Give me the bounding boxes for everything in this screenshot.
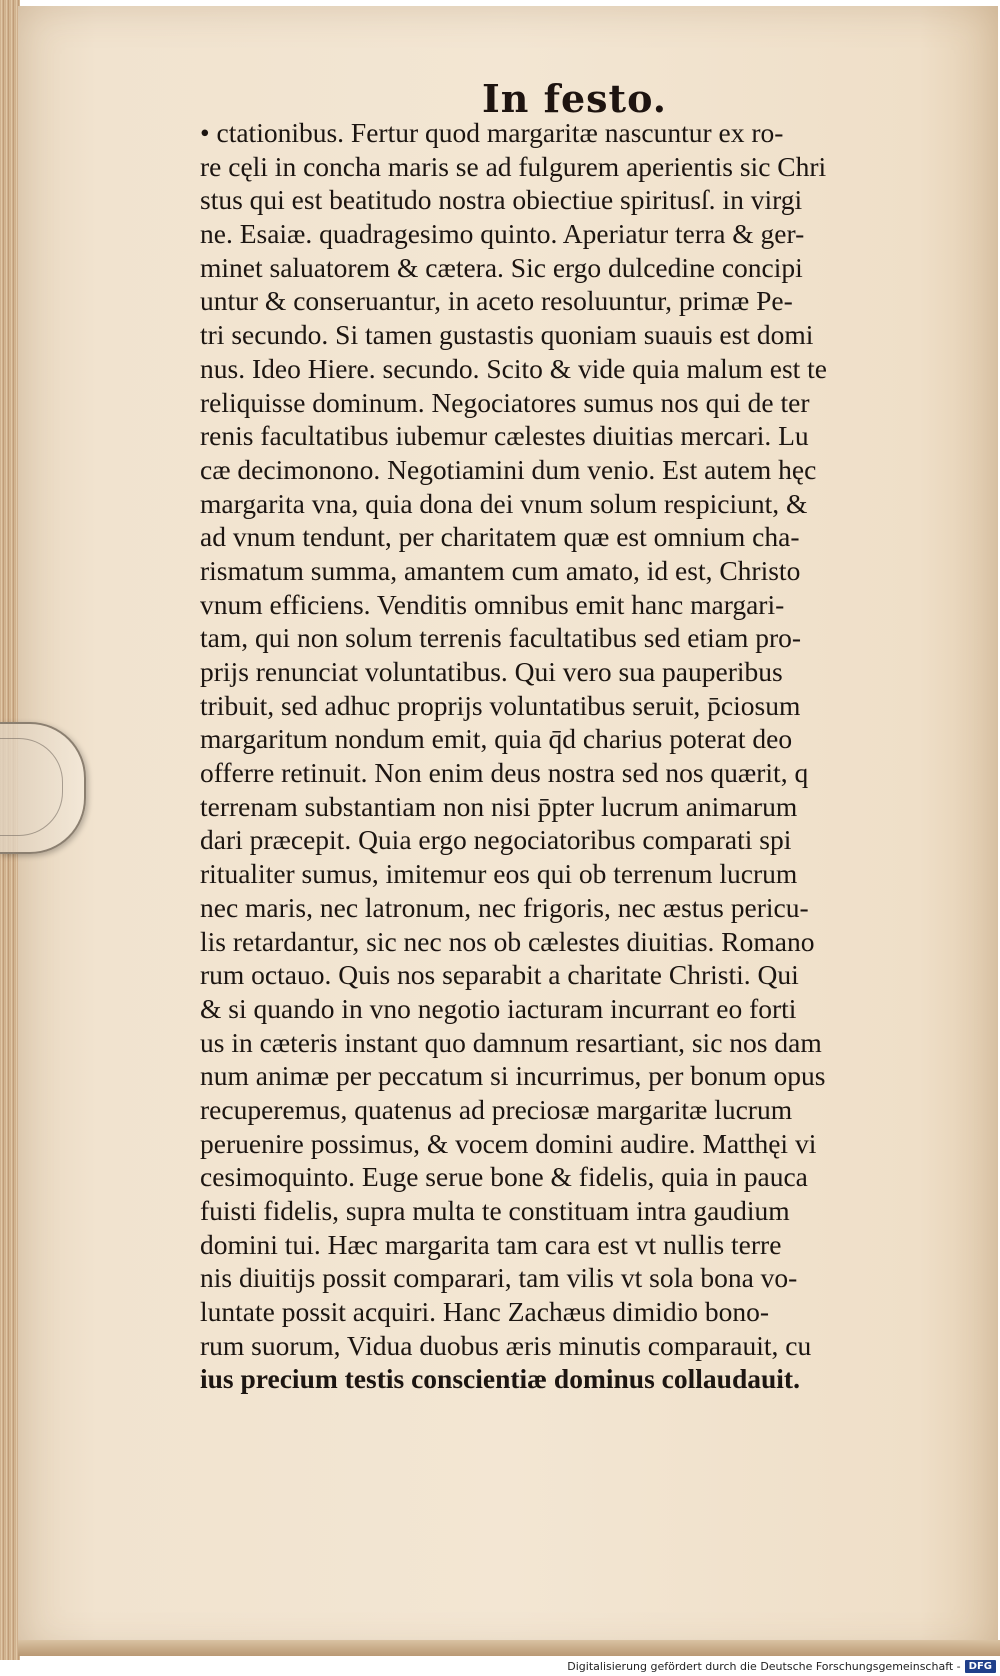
text-line: rum octauo. Quis nos separabit a charitate Christi. Qui [200,959,799,991]
dfg-logo-icon: DFG [965,1660,996,1673]
text-line: recuperemus, quatenus ad preciosæ margaritæ lucrum [200,1093,793,1125]
text-line: margaritum nondum emit, quia q̄d charius poterat deo [200,723,793,755]
digitization-footer [567,1657,996,1676]
text-line: stus qui est beatitudo nostra obiectiue spiritusſ. in virgi [200,184,803,216]
text-line: ritualiter sumus, imitemur eos qui ob terrenum lucrum [200,858,798,890]
footer-credit: Digitalisierung gefördert durch die Deutsche Forschungsgemeinschaft - [567,1660,961,1673]
text-line: peruenire possimus, & vocem domini audire. Matthęi vi [200,1127,817,1159]
text-line: luntate possit acquiri. Hanc Zachæus dimidio bono- [200,1296,769,1328]
text-line: • ctationibus. Fertur quod margaritæ nascuntur ex ro- [200,117,784,148]
text-line: ius precium testis conscientiæ dominus collaudauit. [200,1363,800,1395]
text-line: dari præcepit. Quia ergo negociatoribus comparati spi [200,824,792,856]
text-line: lis retardantur, sic nec nos ob cælestes diuitias. Romano [200,925,815,957]
text-line: margarita vna, quia dona dei vnum solum respiciunt, & [200,487,808,519]
text-line: nus. Ideo Hiere. secundo. Scito & vide quia malum est te [200,352,828,384]
text-line: minet saluatorem & cætera. Sic ergo dulcedine concipi [200,251,803,283]
text-line: cesimoquinto. Euge serue bone & fidelis, quia in pauca [200,1161,808,1193]
text-line: nec maris, nec latronum, nec frigoris, nec æstus pericu- [200,891,809,923]
text-line: domini tui. Hæc margarita tam cara est vt nullis terre [200,1228,782,1260]
text-line: & si quando in vno negotio iacturam incurrant eo forti [200,992,797,1024]
text-line: tribuit, sed adhuc proprijs voluntatibus seruit, p̄ciosum [200,689,801,721]
page-bottom-edge [18,1640,1000,1656]
text-line: rum suorum, Vidua duobus æris minutis comparauit, cu [200,1329,812,1361]
text-line: rismatum summa, amantem cum amato, id est, Christo [200,554,801,586]
text-line: untur & conseruantur, in aceto resoluuntur, primæ Pe- [200,285,793,317]
text-line: nis diuitijs possit comparari, tam vilis vt sola bona vo- [200,1262,798,1294]
text-line: ne. Esaiæ. quadragesimo quinto. Aperiatur terra & ger- [200,218,805,250]
text-line: reliquisse dominum. Negociatores sumus nos qui de ter [200,386,810,418]
text-line: re cęli in concha maris se ad fulgurem aperientis sic Chri [200,150,827,182]
text-line: offerre retinuit. Non enim deus nostra sed nos quærit, q [200,757,809,789]
text-line: cæ decimonono. Negotiamini dum venio. Est autem hęc [200,453,817,485]
text-line: us in cæteris instant quo damnum resartiant, sic nos dam [200,1026,822,1058]
text-line: prijs renunciat voluntatibus. Qui vero sua pauperibus [200,656,783,687]
text-line: vnum efficiens. Venditis omnibus emit hanc margari- [200,588,785,620]
body-text [200,116,920,1396]
text-line: tri secundo. Si tamen gustastis quoniam suauis est domi [200,319,814,351]
text-line: fuisti fidelis, supra multa te constituam intra gaudium [200,1195,790,1226]
text-line: ad vnum tendunt, per charitatem quæ est omnium cha- [200,521,800,553]
text-line: tam, qui non solum terrenis facultatibus sed etiam pro- [200,622,802,654]
text-line: renis facultatibus iubemur cælestes diuitias mercari. Lu [200,420,809,452]
text-line: num animæ per peccatum si incurrimus, per bonum opus [200,1060,826,1092]
running-header: In festo. [482,76,668,121]
text-line: terrenam substantiam non nisi p̄pter lucrum animarum [200,790,798,822]
